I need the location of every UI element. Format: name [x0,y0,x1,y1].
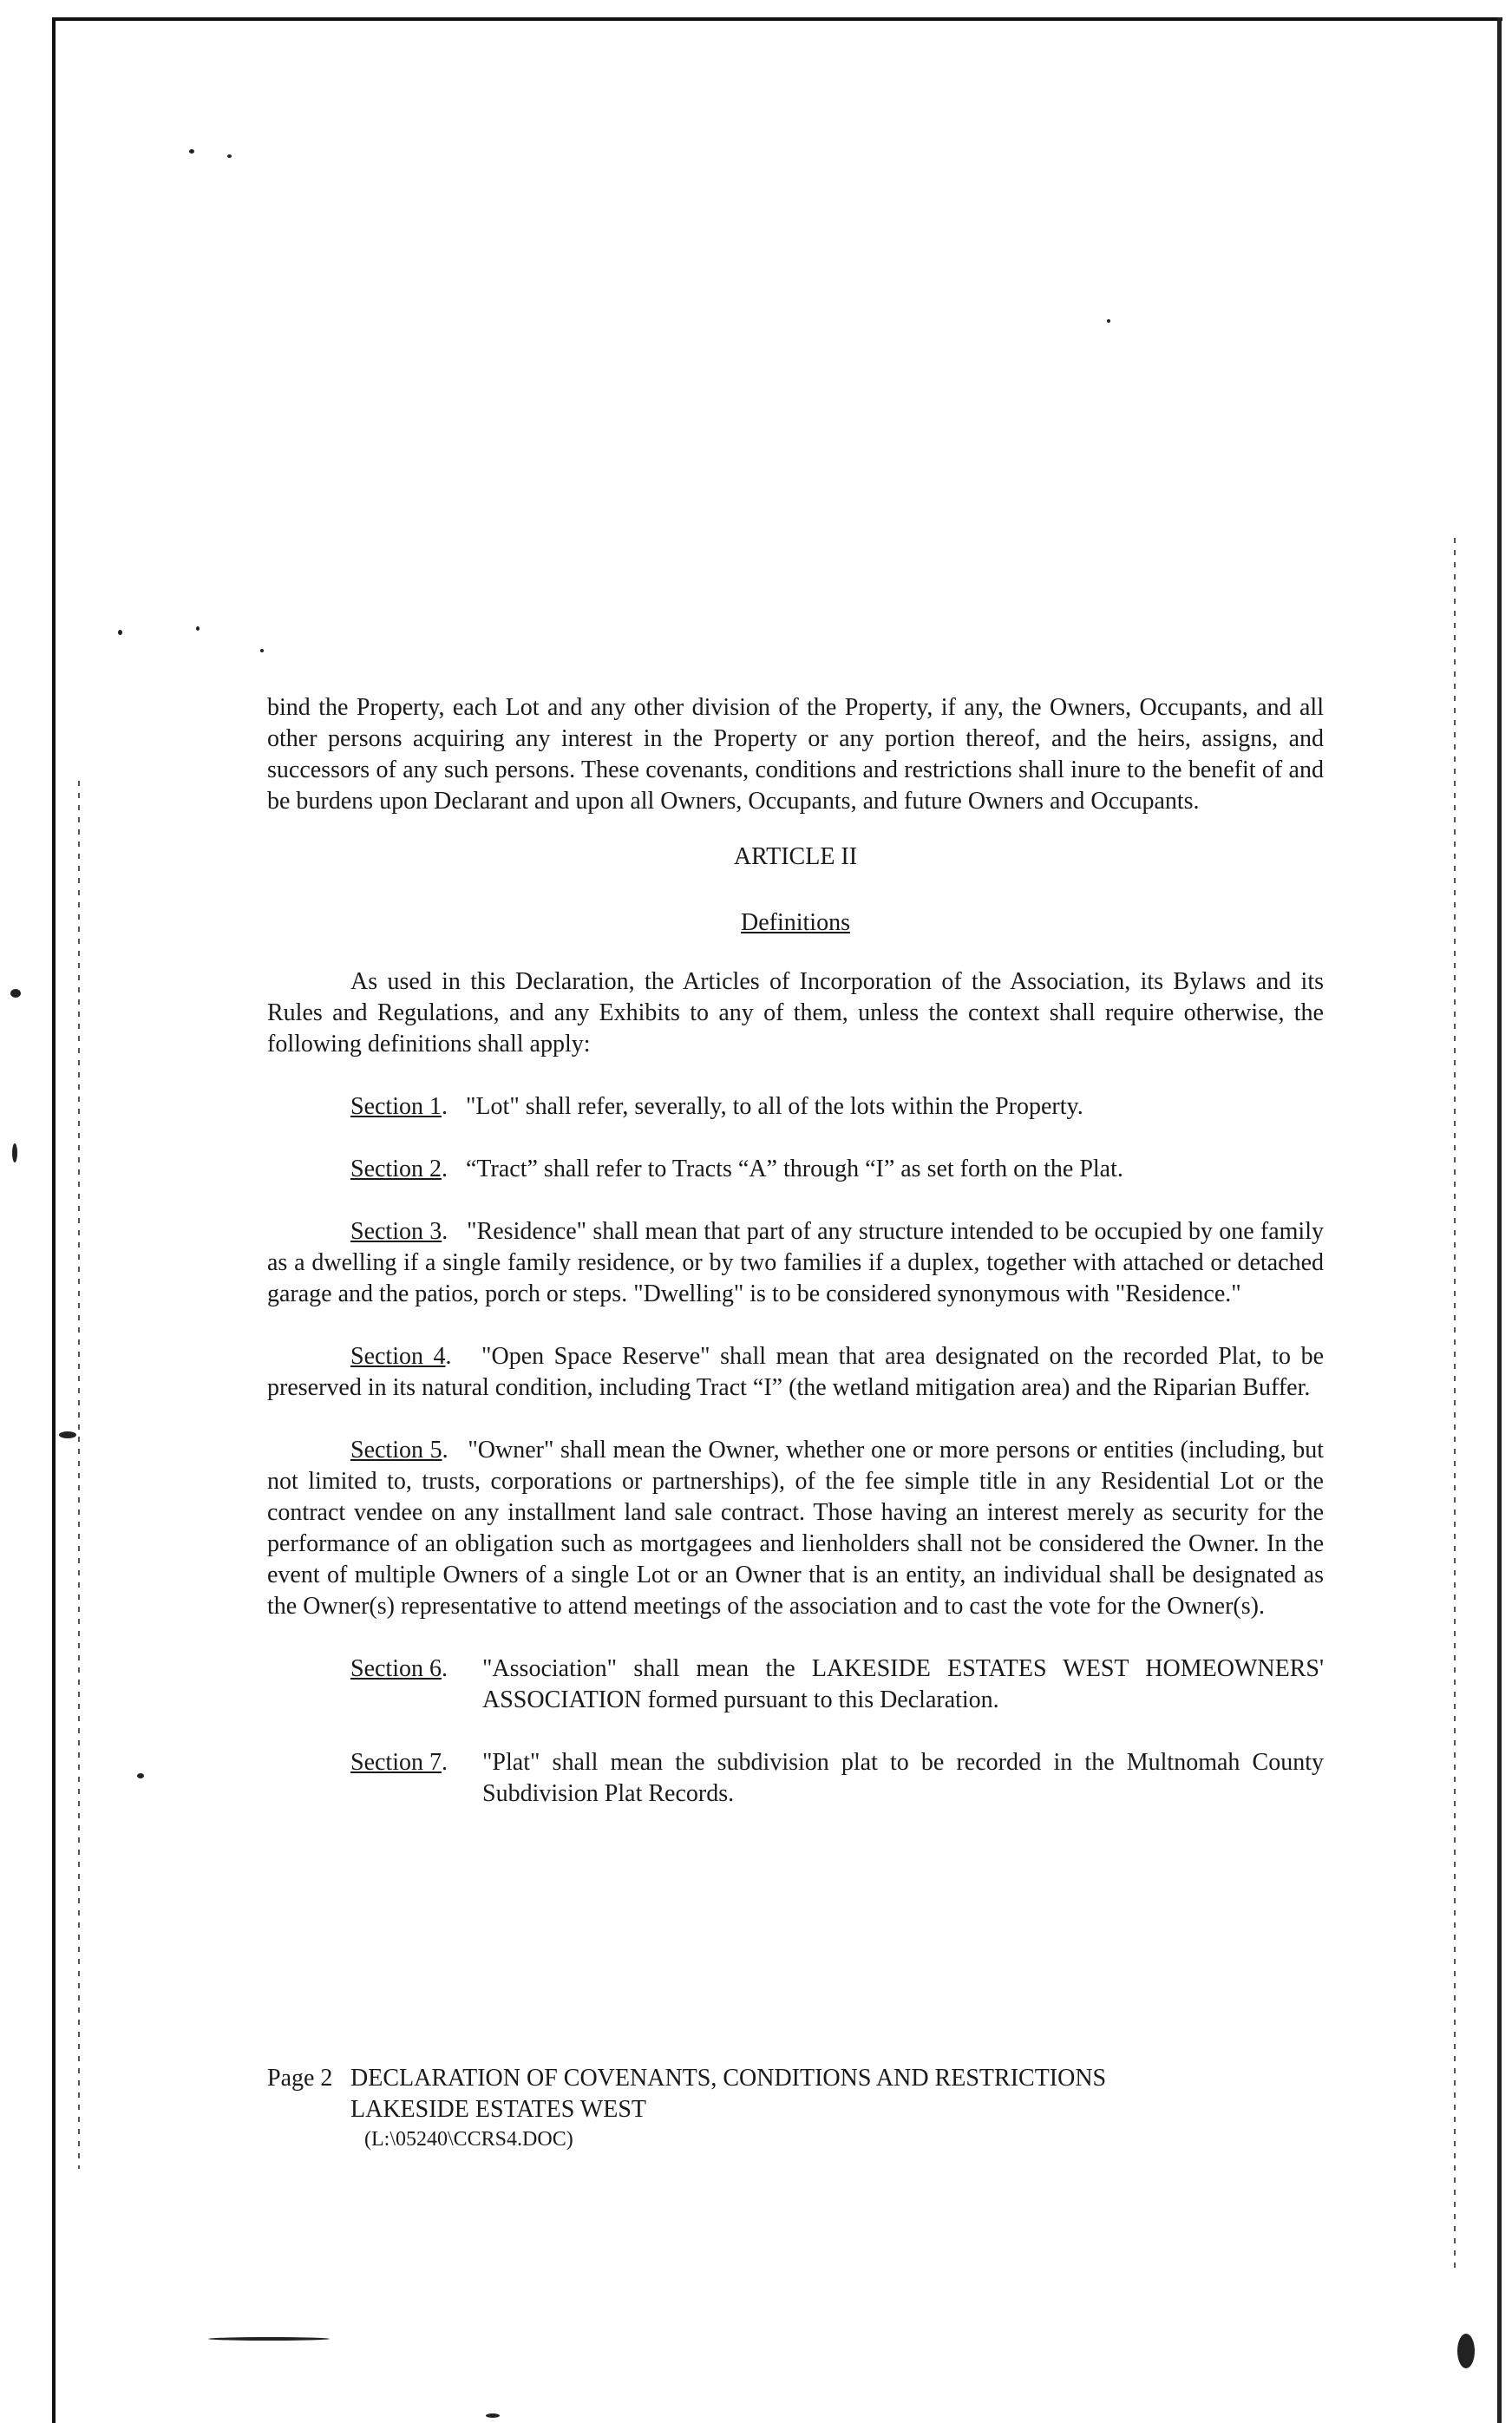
scan-speck [10,989,21,998]
file-reference: (L:\05240\CCRS4.DOC) [364,2128,573,2151]
section-label: Section 1 [350,1093,442,1120]
scan-speck [1457,2334,1475,2368]
section-7-label-wrap: Section 7. [350,1749,448,1776]
section-text: "Association" shall mean the LAKESIDE ESTATES WEST HOMEOWNERS' ASSOCIATION formed pursuant to this Declaration. [482,1655,1324,1713]
scan-speck [12,1143,17,1162]
section-label: Section 3 [350,1218,442,1245]
footer-title-row [267,2063,1106,2094]
section-1: Section 1. "Lot" shall refer, severally, to all of the lots within the Property. [350,1093,1083,1120]
section-text: "Plat" shall mean the subdivision plat to be recorded in the Multnomah County Subdivision Plat Records. [482,1749,1324,1807]
footer-spacer [267,2094,350,2125]
section-5: Section 5. "Owner" shall mean the Owner, whether one or more persons or entities (including, but not limited to, trusts, corporations or partnerships), of the fee simple title in any Residential Lot or the contract vendee on any installment land sale contract. Those having an interest merely as security for the performance of an obligation such as mortgagees and lienholders shall not be considered the Owner. In the event of multiple Owners of a single Lot or an Owner that is an entity, an individual shall be designated as the Owner(s) representative to attend meetings of the association and to cast the vote for the Owner(s). [267,1437,1325,1620]
section-7 [350,1747,1324,1810]
section-3: Section 3. "Residence" shall mean that part of any structure intended to be occupied by one family as a dwelling if a single family residence, or by two families if a duplex, together with attached or detached garage and the patios, porch or steps. "Dwelling" is to be considered synonymous with "Residence." [267,1218,1324,1307]
footer-title-line-1: DECLARATION OF COVENANTS, CONDITIONS AND RESTRICTIONS [350,2065,1107,2092]
section-text: "Open Space Reserve" shall mean that area designated on the recorded Plat, to be preserved in its natural condition, including Tract “I” (the wetland mitigation area) and the Riparian Buffer. [267,1343,1324,1401]
page-number: Page 2 [267,2065,333,2092]
scan-speck [208,2337,330,2341]
section-text: "Residence" shall mean that part of any structure intended to be occupied by one family as a dwelling if a single family residence, or by two families if a duplex, together with attached or detached garage and the patios, porch or steps. "Dwelling" is to be considered synonymous with "Residence." [267,1218,1324,1307]
scan-speck [196,626,200,631]
scan-speck [189,149,194,154]
section-label: Section 7 [350,1749,442,1776]
scan-edge-marks-right [1454,538,1456,2273]
scan-speck [227,154,232,158]
footer-subtitle-row [267,2094,1106,2125]
scan-speck [1107,319,1110,323]
article-title: ARTICLE II [733,843,858,870]
scan-speck [59,1431,76,1438]
section-2: Section 2. “Tract” shall refer to Tracts “A” through “I” as set forth on the Plat. [350,1156,1123,1182]
scan-speck [260,649,264,652]
document-body [267,692,1324,1841]
section-label: Section 2 [350,1156,442,1182]
intro-paragraph: bind the Property, each Lot and any other division of the Property, if any, the Owners, Occupants, and all other persons acquiring any interest in the Property or any portion thereof, and the heirs, assigns, and successors of any such persons. These covenants, conditions and restrictions shall inure to the benefit of and be burdens upon Declarant and upon all Owners, Occupants, and future Owners and Occupants. [267,694,1324,815]
scan-border-left [52,17,56,2423]
scan-edge-marks-left [78,781,80,2169]
section-6 [350,1654,1324,1716]
scan-speck [137,1773,144,1778]
article-heading: Definitions [741,909,850,936]
definitions-lead: As used in this Declaration, the Articles of Incorporation of the Association, its Bylaws and its Rules and Regulations, and any Exhibits to any of them, unless the context shall require otherwise, the following definitions shall apply: [267,968,1324,1058]
section-4: Section 4. "Open Space Reserve" shall mean that area designated on the recorded Plat, to be preserved in its natural condition, including Tract “I” (the wetland mitigation area) and the Riparian Buffer. [267,1343,1324,1401]
section-text: “Tract” shall refer to Tracts “A” through “I” as set forth on the Plat. [466,1156,1123,1182]
section-label: Section 6 [350,1655,442,1682]
scan-border-top [54,17,1502,21]
page-footer [267,2063,1106,2153]
section-label: Section 5 [350,1437,442,1464]
scan-speck [118,630,122,635]
footer-title-line-2: LAKESIDE ESTATES WEST [350,2096,647,2123]
section-text: "Owner" shall mean the Owner, whether one or more persons or entities (including, but not limited to, trusts, corporations or partnerships), of the fee simple title in any Residential Lot or the contract vendee on any installment land sale contract. Those having an interest merely as security for the performance of an obligation such as mortgagees and lienholders shall not be considered the Owner. In the event of multiple Owners of a single Lot or an Owner that is an entity, an individual shall be designated as the Owner(s) representative to attend meetings of the association and to cast the vote for the Owner(s). [267,1437,1325,1620]
section-label: Section 4 [350,1343,446,1370]
scan-speck [486,2413,500,2418]
scan-border-right [1497,17,1502,2423]
section-6-label-wrap: Section 6. [350,1655,448,1682]
section-text: "Lot" shall refer, severally, to all of the lots within the Property. [466,1093,1083,1120]
